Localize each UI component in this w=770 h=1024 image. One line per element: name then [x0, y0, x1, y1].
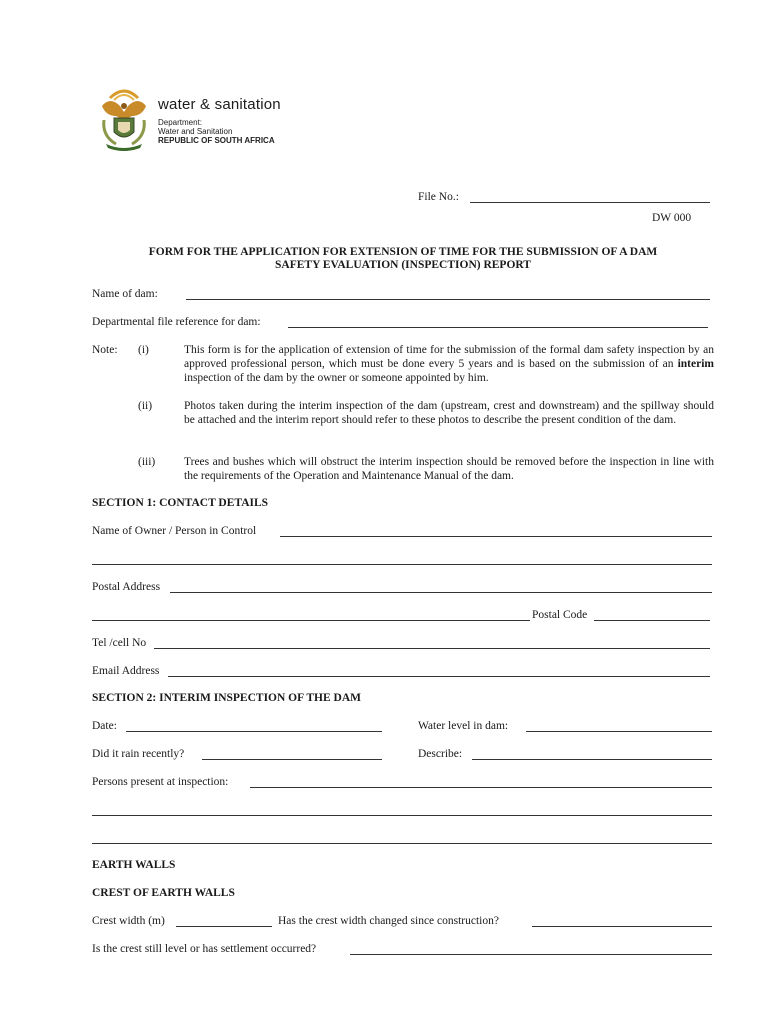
section2-heading: SECTION 2: INTERIM INSPECTION OF THE DAM: [92, 692, 362, 704]
note-item-text: [184, 343, 714, 385]
crest-heading: CREST OF EARTH WALLS: [92, 887, 235, 899]
form-title: [92, 246, 714, 272]
persons-field-line2[interactable]: [92, 815, 712, 816]
describe-field[interactable]: [472, 759, 712, 760]
postal-code-label: Postal Code: [532, 609, 588, 621]
rain-label: Did it rain recently?: [92, 748, 185, 760]
crest-changed-label: Has the crest width changed since construction?: [278, 915, 499, 927]
file-no-field[interactable]: [470, 202, 710, 203]
crest-width-label: Crest width (m): [92, 915, 165, 927]
owner-label: Name of Owner / Person in Control: [92, 525, 257, 537]
postal-code-field[interactable]: [594, 620, 710, 621]
date-label: Date:: [92, 720, 117, 732]
logo-dept-label: Department:: [158, 118, 203, 127]
owner-field-line2[interactable]: [92, 564, 712, 565]
note-item-text: Photos taken during the interim inspection of the dam (upstream, crest and downstream) and the spillway should be attached and the interim report should refer to these photos to describe the present condition of the dam.: [184, 400, 714, 426]
earth-walls-heading: EARTH WALLS: [92, 859, 176, 871]
postal-field-line2[interactable]: [92, 620, 530, 621]
dam-name-field[interactable]: [186, 299, 710, 300]
note-item-text: Trees and bushes which will obstruct the interim inspection should be removed before the inspection in line with the requirements of the Operation and Maintenance Manual of the dam.: [184, 456, 714, 482]
note-item-num: (i): [138, 344, 149, 356]
postal-field[interactable]: [170, 592, 712, 593]
form-code: DW 000: [652, 212, 692, 224]
date-field[interactable]: [126, 731, 382, 732]
form-title-line1: FORM FOR THE APPLICATION FOR EXTENSION OF TIME FOR THE SUBMISSION OF A DAM: [148, 246, 658, 258]
settlement-field[interactable]: [350, 954, 712, 955]
describe-label: Describe:: [418, 748, 463, 760]
tel-label: Tel /cell No: [92, 637, 147, 649]
settlement-label: Is the crest still level or has settlement occurred?: [92, 943, 317, 955]
section1-heading: SECTION 1: CONTACT DETAILS: [92, 497, 269, 509]
note-text-bold: interim: [677, 358, 714, 370]
file-no-label: File No.:: [418, 191, 459, 203]
note-text-part: This form is for the application of extension of time for the submission of the formal dam safety inspection by an approved professional person, which must be done every 5 years and is based on the submission of an: [184, 344, 714, 370]
persons-field-line3[interactable]: [92, 843, 712, 844]
dam-name-label: Name of dam:: [92, 288, 158, 300]
water-level-field[interactable]: [526, 731, 712, 732]
note-item-num: (iii): [138, 456, 156, 468]
note-label: Note:: [92, 344, 118, 356]
rain-field[interactable]: [202, 759, 382, 760]
email-field[interactable]: [168, 676, 710, 677]
crest-width-field[interactable]: [176, 926, 272, 927]
form-title-line2: SAFETY EVALUATION (INSPECTION) REPORT: [275, 259, 531, 271]
tel-field[interactable]: [154, 648, 710, 649]
water-level-label: Water level in dam:: [418, 720, 509, 732]
email-label: Email Address: [92, 665, 160, 677]
logo-country: REPUBLIC OF SOUTH AFRICA: [158, 136, 275, 145]
logo-dept-name: Water and Sanitation: [158, 127, 233, 136]
persons-field[interactable]: [250, 787, 712, 788]
note-item-num: (ii): [138, 400, 153, 412]
postal-label: Postal Address: [92, 581, 161, 593]
note-text-part: inspection of the dam by the owner or someone appointed by him.: [184, 372, 489, 384]
logo-title: water & sanitation: [158, 96, 281, 113]
dept-ref-field[interactable]: [288, 327, 708, 328]
crest-changed-field[interactable]: [532, 926, 712, 927]
persons-label: Persons present at inspection:: [92, 776, 229, 788]
dept-ref-label: Departmental file reference for dam:: [92, 316, 261, 328]
coat-of-arms-icon: [96, 86, 152, 152]
owner-field[interactable]: [280, 536, 712, 537]
department-logo: [96, 86, 296, 156]
